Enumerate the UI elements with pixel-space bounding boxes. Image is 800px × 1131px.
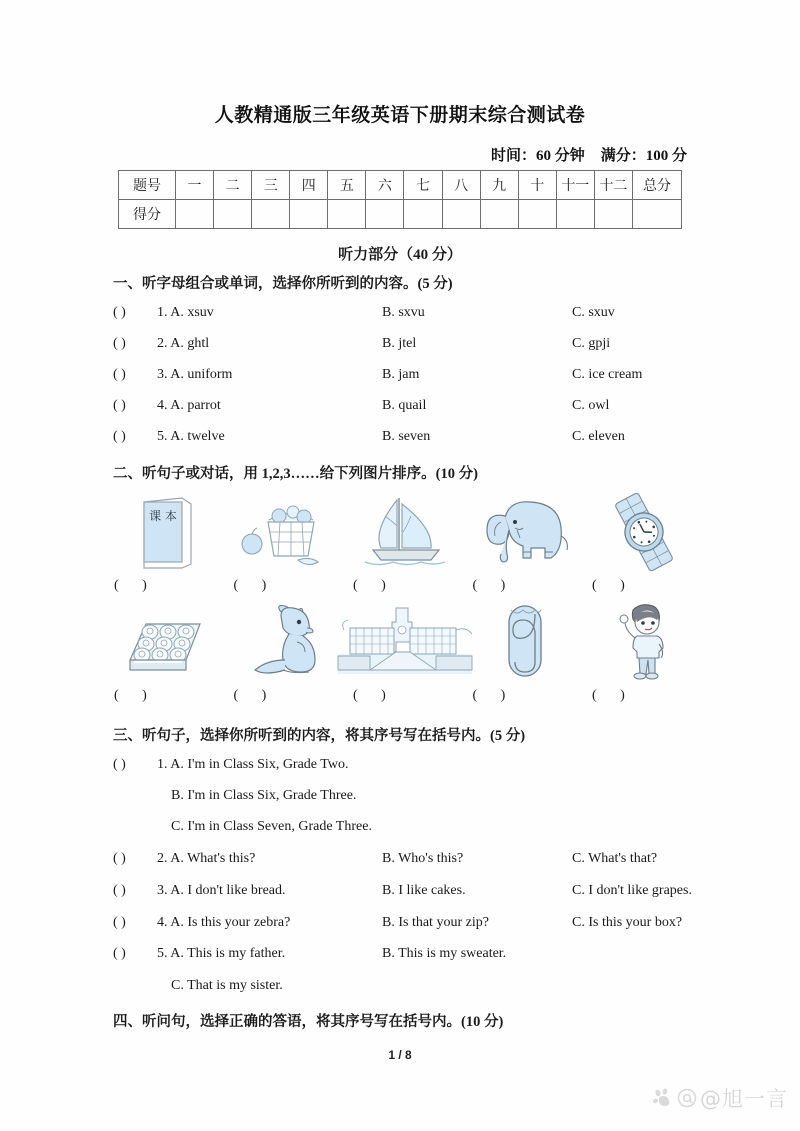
watermark: [652, 1083, 788, 1113]
option-a: 5. A. This is my father.: [157, 946, 286, 961]
list-item: [588, 600, 700, 704]
col-12: 十二: [594, 171, 632, 200]
option-c: C. I'm in Class Seven, Grade Three.: [171, 819, 372, 834]
option-c: C. eleven: [572, 429, 625, 444]
section-1-heading: 一、听字母组合或单词，选择你所听到的内容。(5 分): [113, 276, 453, 292]
elephant-icon: [475, 490, 575, 572]
option-c: C. That is my sister.: [171, 978, 283, 993]
list-item: [113, 305, 713, 321]
col-8: 八: [442, 171, 480, 200]
answer-bracket[interactable]: ( ): [113, 915, 126, 930]
textbook-icon: [134, 490, 198, 572]
score-cell-6[interactable]: [366, 200, 404, 229]
list-item: [113, 946, 713, 962]
score-table: [118, 170, 682, 229]
list-item: [113, 336, 713, 352]
option-b: B. jtel: [382, 336, 417, 351]
option-c: C. What's that?: [572, 851, 658, 866]
section-4-heading: 四、听问句，选择正确的答语，将其序号写在括号内。(10 分): [113, 1014, 504, 1030]
option-a: 2. A. ghtl: [157, 336, 210, 351]
answer-bracket[interactable]: ( ): [113, 883, 126, 898]
row-label-score: 得分: [119, 200, 176, 229]
option-c: C. ice cream: [572, 367, 643, 382]
option-b: B. sxvu: [382, 305, 425, 320]
option-b: B. This is my sweater.: [382, 946, 507, 961]
score-cell-8[interactable]: [442, 200, 480, 229]
letter-g-icon: [495, 600, 555, 682]
option-b: B. Who's this?: [382, 851, 464, 866]
answer-bracket[interactable]: ( ): [353, 688, 396, 703]
list-item: [469, 600, 581, 704]
answer-bracket[interactable]: ( ): [114, 578, 157, 593]
baidu-paw-icon: [652, 1087, 674, 1109]
answer-bracket[interactable]: ( ): [353, 578, 396, 593]
school-building-icon: [330, 600, 480, 682]
table-row-question-numbers: [119, 171, 682, 200]
option-a: 4. A. parrot: [157, 398, 221, 413]
wristwatch-icon: [599, 490, 689, 572]
page-number: 1 / 8: [388, 1048, 412, 1062]
option-a: 1. A. xsuv: [157, 305, 214, 320]
option-b: B. seven: [382, 429, 431, 444]
answer-bracket[interactable]: ( ): [113, 757, 126, 772]
section-2-heading: 二、听句子或对话，用 1,2,3……给下列图片排序。(10 分): [113, 466, 478, 482]
option-c: C. I don't like grapes.: [572, 883, 692, 898]
option-a: 5. A. twelve: [157, 429, 225, 444]
option-b: B. I like cakes.: [382, 883, 466, 898]
score-cell-11[interactable]: [556, 200, 594, 229]
answer-bracket[interactable]: ( ): [592, 688, 635, 703]
score-cell-7[interactable]: [404, 200, 442, 229]
option-b: B. Is that your zip?: [382, 915, 489, 930]
answer-bracket[interactable]: ( ): [113, 851, 126, 866]
col-total: 总分: [633, 171, 682, 200]
list-item: [349, 490, 461, 594]
list-item: [113, 757, 713, 773]
answer-bracket[interactable]: ( ): [113, 367, 126, 382]
list-item: [230, 490, 342, 594]
col-2: 二: [214, 171, 252, 200]
option-a: 4. A. Is this your zebra?: [157, 915, 291, 930]
time-label: 时间：60 分钟: [490, 148, 585, 164]
egg-tray-icon: [116, 600, 216, 682]
list-item: [110, 490, 222, 594]
listening-part-heading: 听力部分（40 分）: [338, 247, 462, 263]
option-b: B. jam: [382, 367, 420, 382]
score-cell-10[interactable]: [518, 200, 556, 229]
list-item: [113, 367, 713, 383]
list-item: [588, 490, 700, 594]
sailboat-icon: [355, 490, 455, 572]
col-5: 五: [328, 171, 366, 200]
col-11: 十一: [556, 171, 594, 200]
option-c: C. sxuv: [572, 305, 615, 320]
col-10: 十: [518, 171, 556, 200]
at-sign-icon: [677, 1088, 697, 1108]
exam-meta: [0, 144, 800, 165]
answer-bracket[interactable]: ( ): [592, 578, 635, 593]
col-7: 七: [404, 171, 442, 200]
fruit-basket-icon: [236, 490, 336, 572]
picture-row-1: [110, 490, 700, 594]
option-b: B. quail: [382, 398, 427, 413]
col-1: 一: [176, 171, 214, 200]
score-cell-3[interactable]: [252, 200, 290, 229]
score-cell-9[interactable]: [480, 200, 518, 229]
list-item: [230, 600, 342, 704]
option-a: 3. A. uniform: [157, 367, 233, 382]
answer-bracket[interactable]: ( ): [113, 305, 126, 320]
picture-row-2: [110, 600, 700, 704]
kangaroo-icon: [241, 600, 331, 682]
score-cell-total[interactable]: [633, 200, 682, 229]
score-cell-1[interactable]: [176, 200, 214, 229]
answer-bracket[interactable]: ( ): [233, 578, 277, 593]
option-a: 2. A. What's this?: [157, 851, 256, 866]
answer-bracket[interactable]: ( ): [113, 398, 126, 413]
list-item: [469, 490, 581, 594]
col-6: 六: [366, 171, 404, 200]
list-item: [113, 851, 713, 867]
list-item: [113, 398, 713, 414]
col-9: 九: [480, 171, 518, 200]
score-cell-2[interactable]: [214, 200, 252, 229]
section-3-heading: 三、听句子，选择你所听到的内容，将其序号写在括号内。(5 分): [113, 728, 526, 744]
list-item: [113, 429, 713, 445]
option-a: 1. A. I'm in Class Six, Grade Two.: [157, 757, 349, 772]
answer-bracket[interactable]: ( ): [113, 946, 126, 961]
table-row-scores: [119, 200, 682, 229]
option-c: C. Is this your box?: [572, 915, 683, 930]
list-item: [113, 915, 713, 931]
score-cell-5[interactable]: [328, 200, 366, 229]
list-item: [349, 600, 461, 704]
boy-waving-icon: [609, 600, 679, 682]
list-item: [113, 883, 713, 899]
full-score-label: 满分：100 分: [600, 148, 687, 164]
answer-bracket[interactable]: ( ): [472, 578, 516, 593]
answer-bracket[interactable]: ( ): [114, 688, 157, 703]
watermark-text: @旭一言: [700, 1087, 788, 1111]
answer-bracket[interactable]: ( ): [113, 429, 126, 444]
option-c: C. owl: [572, 398, 610, 413]
col-3: 三: [252, 171, 290, 200]
row-label-question-no: 题号: [119, 171, 176, 200]
col-4: 四: [290, 171, 328, 200]
svg-text:课 本: 课 本: [149, 509, 177, 523]
option-c: C. gpji: [572, 336, 611, 351]
page-title: 人教精通版三年级英语下册期末综合测试卷: [214, 105, 586, 126]
answer-bracket[interactable]: ( ): [472, 688, 516, 703]
score-cell-4[interactable]: [290, 200, 328, 229]
score-cell-12[interactable]: [594, 200, 632, 229]
list-item: [110, 600, 222, 704]
option-b: B. I'm in Class Six, Grade Three.: [171, 788, 357, 803]
answer-bracket[interactable]: ( ): [113, 336, 126, 351]
option-a: 3. A. I don't like bread.: [157, 883, 286, 898]
answer-bracket[interactable]: ( ): [233, 688, 277, 703]
